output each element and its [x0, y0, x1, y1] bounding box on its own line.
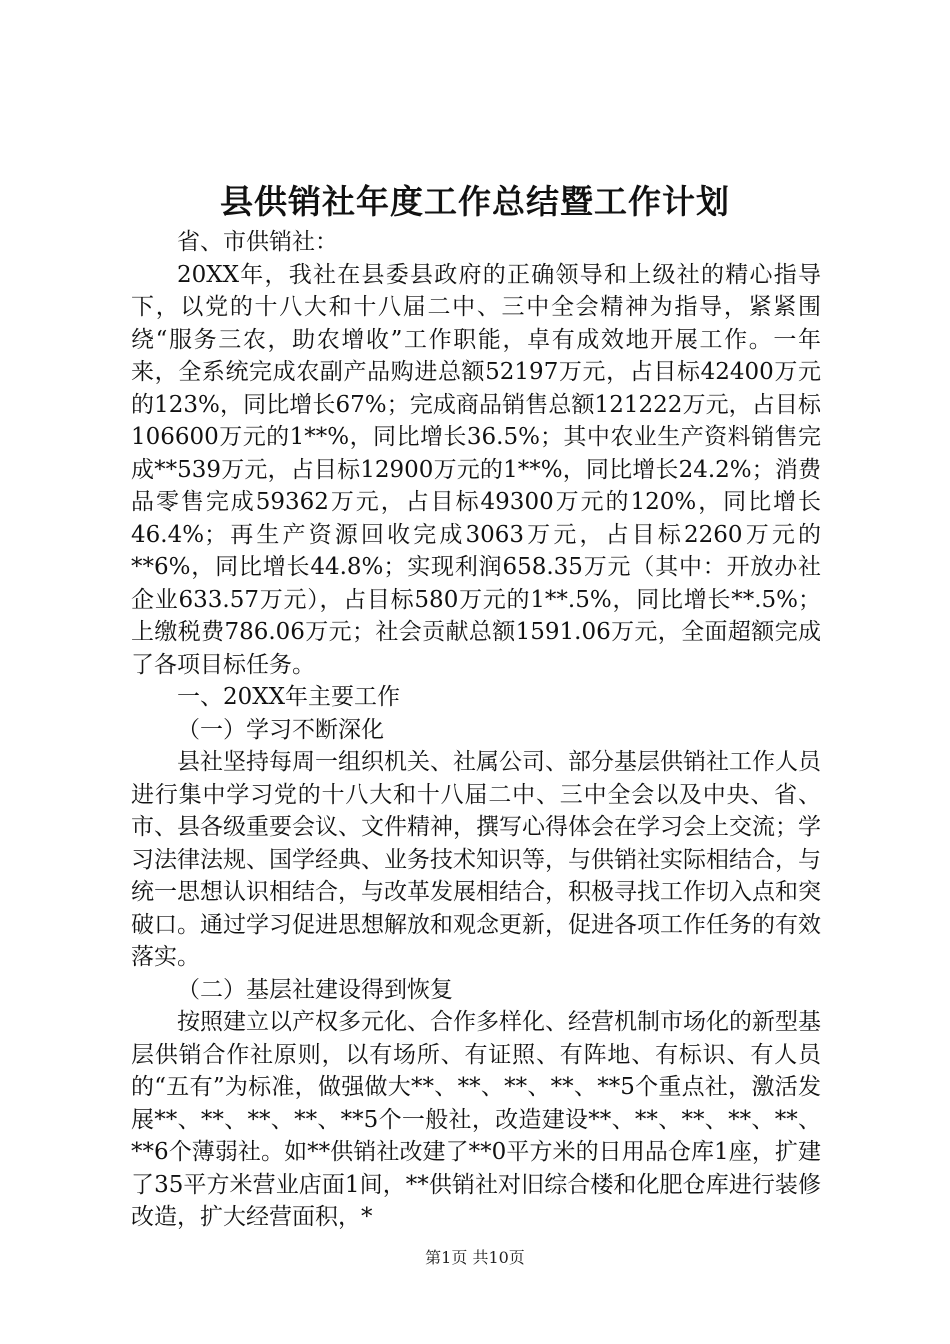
study-paragraph: 县社坚持每周一组织机关、社属公司、部分基层供销社工作人员进行集中学习党的十八大和十八届二中、三中全会以及中央、省、市、县各级重要会议、文件精神，撰写心得体会在学习会上交流；学习法律法规、国学经典、业务技术知识等，与供销社实际相结合，与统一思想认识相结合，与改革发展相结合，积极寻找工作切入点和突破口。通过学习促进思想解放和观念更新，促进各项工作任务的有效落实。	[131, 749, 821, 970]
salutation: 省、市供销社：	[177, 229, 338, 255]
subsection-heading-study: （一）学习不断深化	[177, 716, 384, 743]
subsection-heading-grassroots: （二）基层社建设得到恢复	[177, 976, 453, 1003]
intro-paragraph: 20XX年，我社在县委县政府的正确领导和上级社的精心指导下，以党的十八大和十八届二中、三中全会精神为指导，紧紧围绕“服务三农，助农增收”工作职能，卓有成效地开展工作。一年来，全系统完成农副产品购进总额52197万元，占目标42400万元的123%，同比增长67%；完成商品销售总额121222万元，占目标106600万元的1**%，同比增长36.5%；其中农业生产资料销售完成**539万元，占目标12900万元的1**%，同比增长24.2%；消费品零售完成59362万元，占目标49300万元的120%，同比增长46.4%；再生产资源回收完成3063万元，占目标2260万元的**6%，同比增长44.8%；实现利润658.35万元（其中：开放办社企业633.57万元），占目标580万元的1**.5%，同比增长**.5%；上缴税费786.06万元；社会贡献总额1591.06万元，全面超额完成了各项目标任务。	[131, 261, 821, 678]
section-heading: 一、20XX年主要工作	[177, 684, 401, 710]
grassroots-paragraph: 按照建立以产权多元化、合作多样化、经营机制市场化的新型基层供销合作社原则，以有场所、有证照、有阵地、有标识、有人员的“五有”为标准，做强做大**、**、**、**、**5个重点社，激活发展**、**、**、**、**5个一般社，改造建设**、**、**、**、**、**6个薄弱社。如**供销社改建了**0平方米的日用品仓库1座，扩建了35平方米营业店面1间，**供销社对旧综合楼和化肥仓库进行装修改造，扩大经营面积，*	[131, 1009, 821, 1230]
document-body	[131, 226, 821, 1234]
document-title: 县供销社年度工作总结暨工作计划	[220, 182, 730, 221]
page-number: 第1页 共10页	[425, 1248, 525, 1267]
